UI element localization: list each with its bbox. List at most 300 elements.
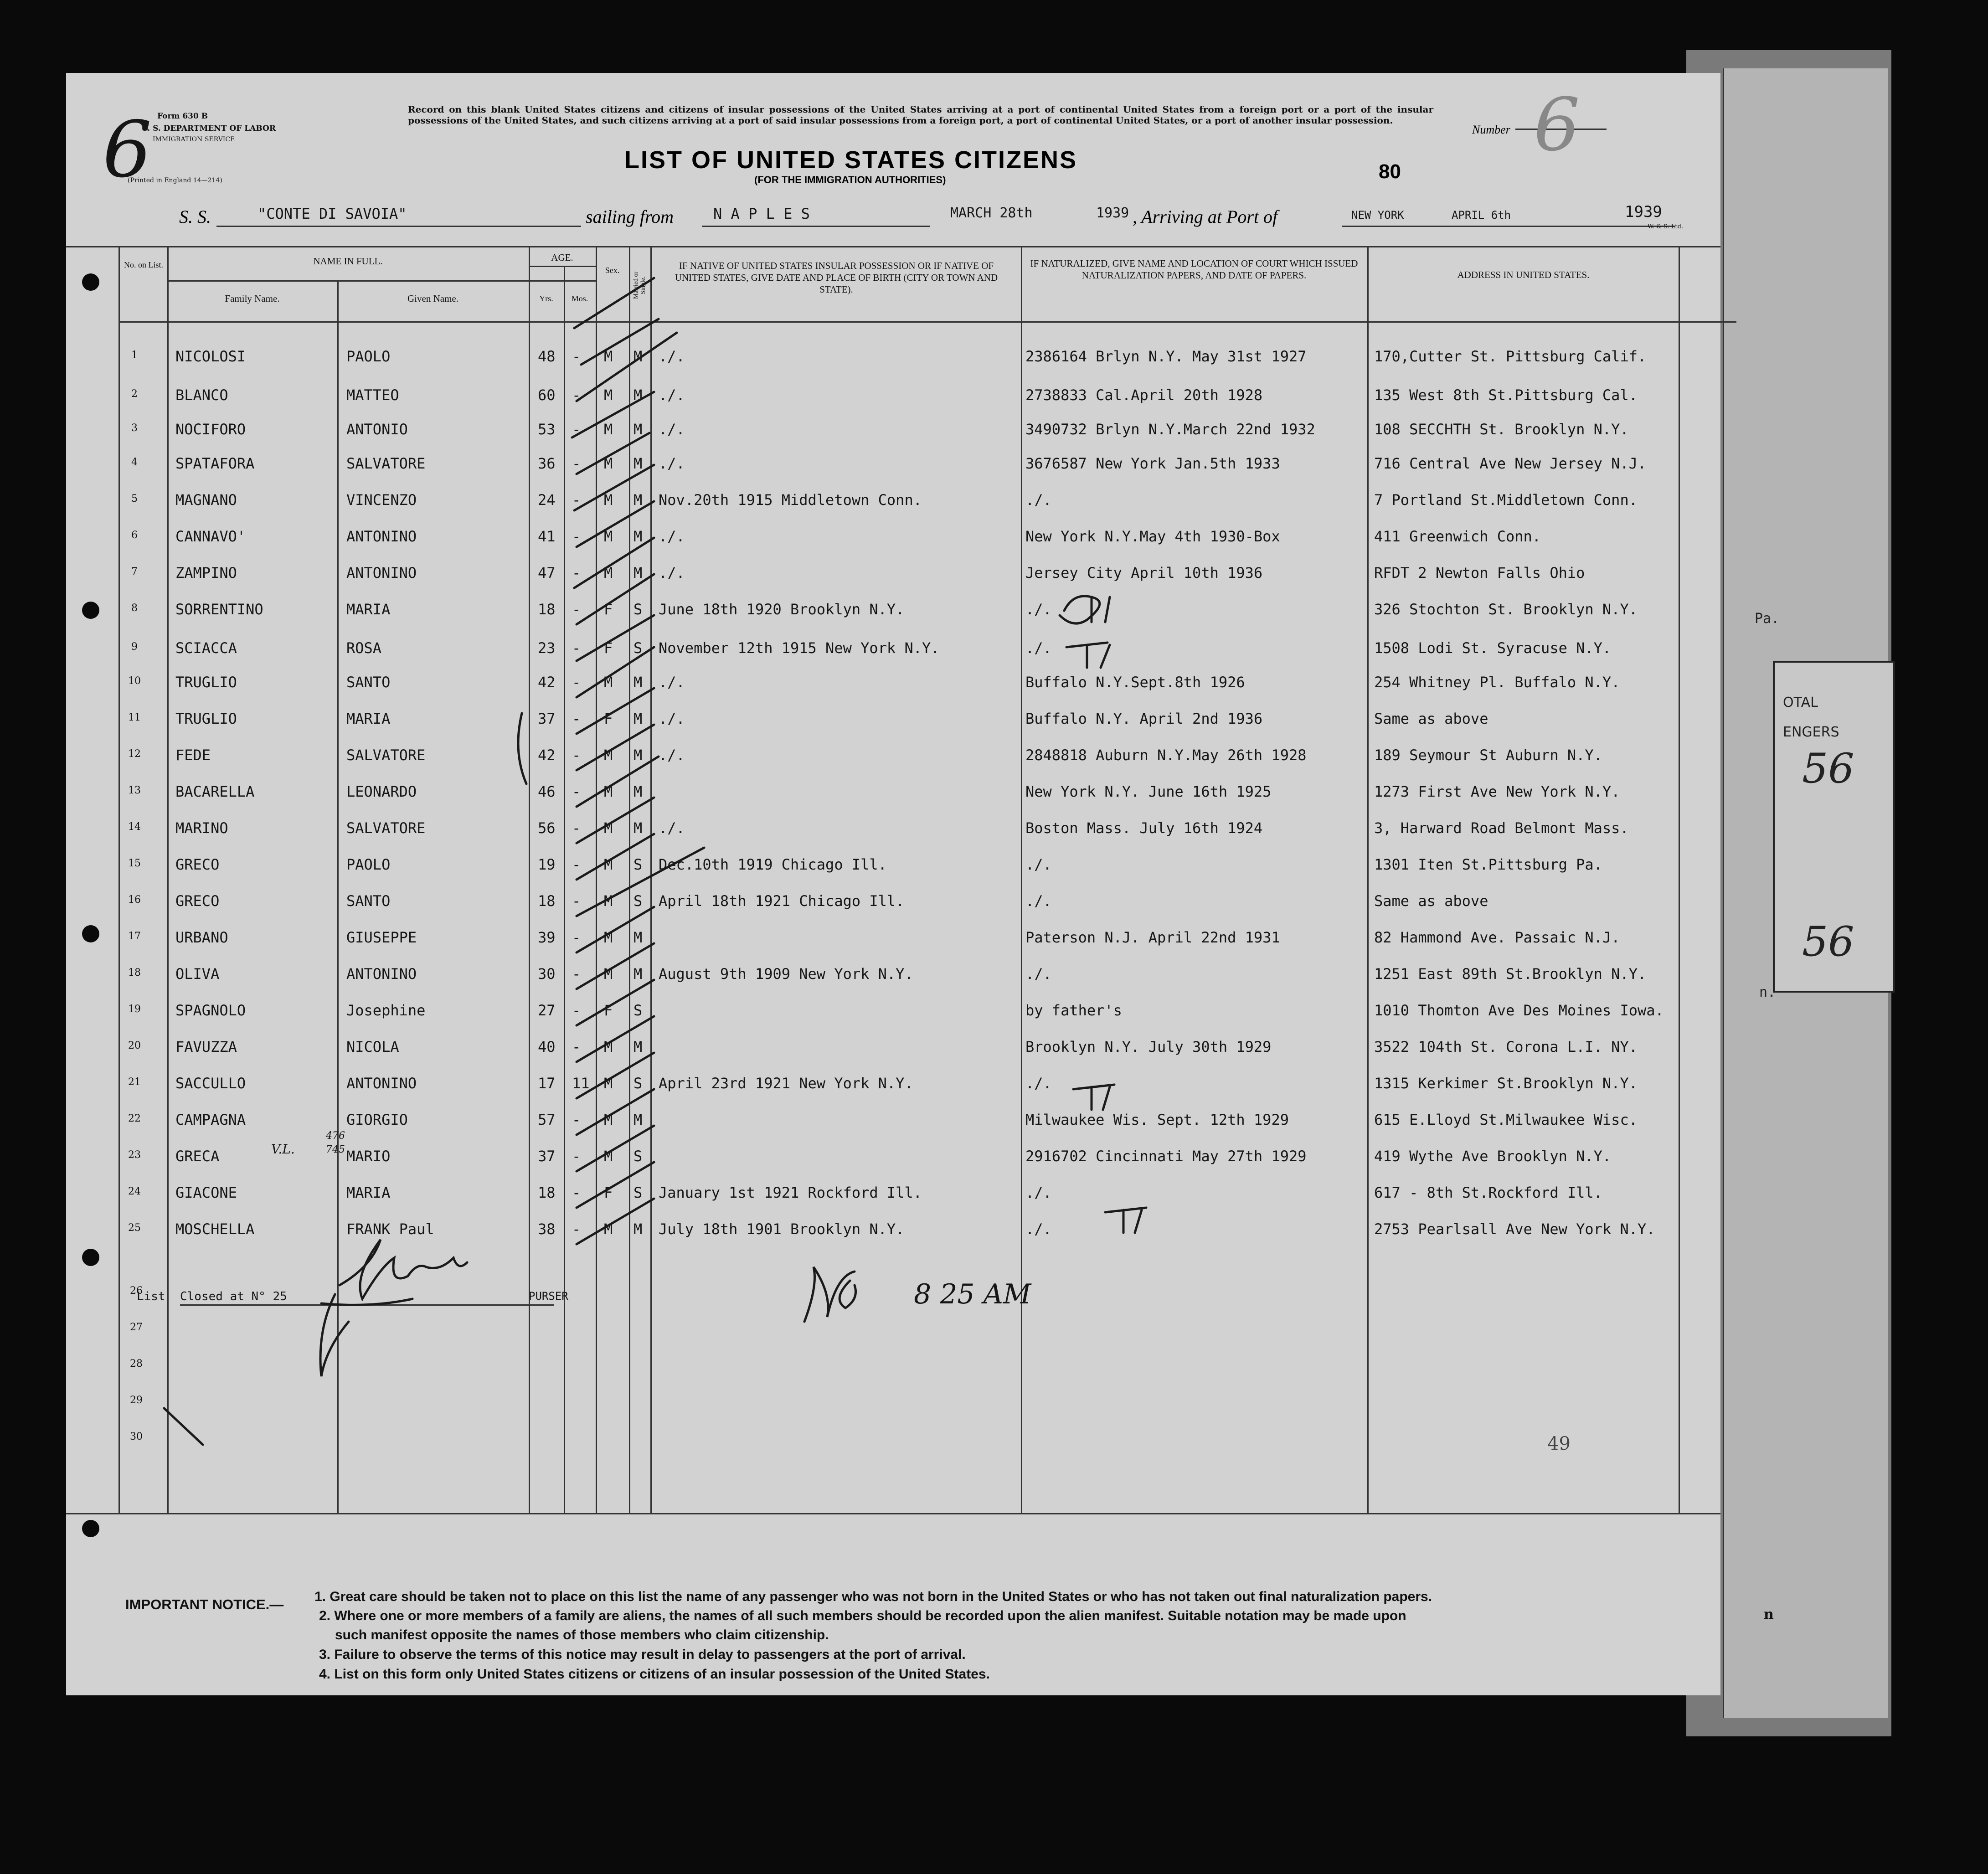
closed-text: Closed at N° 25 <box>180 1290 287 1303</box>
naturalization-info: ./. <box>1025 1220 1052 1238</box>
birth-info: ./. <box>659 348 685 365</box>
age-years: 48 <box>538 348 556 365</box>
sex: F <box>604 1002 613 1019</box>
age-years: 57 <box>538 1111 556 1128</box>
age-years: 18 <box>538 601 556 618</box>
form-number: Form 630 B <box>157 112 208 121</box>
record-note: Record on this blank United States citizens and citizens of insular possessions of the United States arriving at a port of continental United States from a foreign port or a port of the insular possessions of the United States, and such citizens arriving at a port of said insular possessions from a foreign port, a port of continental United States, or a port of another insular possession. <box>408 104 1433 126</box>
row-number: 7 <box>131 566 138 577</box>
sex: M <box>604 1111 613 1128</box>
row-number: 5 <box>131 493 138 505</box>
age-months: - <box>572 710 581 727</box>
given-name: SALVATORE <box>346 747 426 764</box>
birth-info: June 18th 1920 Brooklyn N.Y. <box>659 601 905 618</box>
marital-status: S <box>633 1184 643 1201</box>
department: U. S. DEPARTMENT OF LABOR <box>141 124 276 133</box>
row-number: 11 <box>128 712 141 723</box>
row-number: 6 <box>131 530 138 541</box>
sex: M <box>604 1038 613 1055</box>
row-number: 3 <box>131 422 138 434</box>
age-months: - <box>572 1148 581 1165</box>
naturalization-info: ./. <box>1025 892 1052 910</box>
check-mark <box>574 538 654 588</box>
sex: M <box>604 1075 613 1092</box>
age-months: - <box>572 639 581 657</box>
age-years: 40 <box>538 1038 556 1055</box>
birth-info: ./. <box>659 386 685 404</box>
birth-info: ./. <box>659 528 685 545</box>
given-name: ANTONINO <box>346 528 417 545</box>
given-name: NICOLA <box>346 1038 399 1055</box>
margin-mark: 6 <box>103 105 152 195</box>
family-name: OLIVA <box>175 965 220 983</box>
sex: M <box>604 348 613 365</box>
check-mark <box>577 943 654 989</box>
manifest-page <box>66 73 1720 1695</box>
sex: F <box>604 1184 613 1201</box>
marital-status: M <box>633 674 643 691</box>
age-months: - <box>572 528 581 545</box>
age-months: - <box>572 1220 581 1238</box>
family-name: CANNAVO' <box>175 528 246 545</box>
family-name: URBANO <box>175 929 228 946</box>
number-value: 6 <box>1534 82 1580 167</box>
us-address: 82 Hammond Ave. Passaic N.J. <box>1374 929 1620 946</box>
birth-info: November 12th 1915 New York N.Y. <box>659 639 940 657</box>
row-number: 20 <box>128 1040 141 1051</box>
us-address: 716 Central Ave New Jersey N.J. <box>1374 455 1647 472</box>
date-from: MARCH 28th <box>950 205 1033 221</box>
notice-item-4: 4. List on this form only United States citizens or citizens of an insular possession of the United States. <box>319 1667 990 1682</box>
birth-info: ./. <box>659 564 685 582</box>
family-name: GRECA <box>175 1148 220 1165</box>
row-number: 26 <box>130 1285 143 1297</box>
naturalization-info: New York N.Y.May 4th 1930-Box <box>1025 528 1280 545</box>
given-name: ANTONIO <box>346 421 408 438</box>
check-mark <box>572 392 654 438</box>
given-name: ANTONINO <box>346 564 417 582</box>
port-to: NEW YORK <box>1351 209 1404 221</box>
birth-info: ./. <box>659 710 685 727</box>
col-header-age: AGE. <box>551 252 573 263</box>
family-name: SPAGNOLO <box>175 1002 246 1019</box>
given-name: SALVATORE <box>346 455 426 472</box>
family-name: FEDE <box>175 747 211 764</box>
age-months: - <box>572 965 581 983</box>
naturalization-info: Buffalo N.Y.Sept.8th 1926 <box>1025 674 1245 691</box>
marital-status: M <box>633 710 643 727</box>
vl-ref-top: 476 <box>326 1130 345 1142</box>
col-header-address: ADDRESS IN UNITED STATES. <box>1457 269 1590 280</box>
marital-status: M <box>633 348 643 365</box>
marital-status: M <box>633 929 643 946</box>
age-years: 18 <box>538 1184 556 1201</box>
row-number: 14 <box>128 821 141 833</box>
family-name: TRUGLIO <box>175 710 237 727</box>
ship-name: "CONTE DI SAVOIA" <box>258 205 407 222</box>
age-years: 37 <box>538 1148 556 1165</box>
row-number: 18 <box>128 967 141 978</box>
age-months: - <box>572 1184 581 1201</box>
stray-mark <box>164 1408 203 1445</box>
check-mark <box>577 1053 654 1098</box>
sex: M <box>604 386 613 404</box>
row-number: 1 <box>131 350 138 361</box>
age-years: 37 <box>538 710 556 727</box>
given-name: MARIA <box>346 601 391 618</box>
col-header-given: Given Name. <box>407 293 458 304</box>
family-name: NOCIFORO <box>175 421 246 438</box>
family-name: MOSCHELLA <box>175 1220 255 1238</box>
us-address: 1508 Lodi St. Syracuse N.Y. <box>1374 639 1612 657</box>
ta-initials <box>1105 1208 1146 1233</box>
total-passengers-box <box>1773 661 1895 993</box>
us-address: 108 SECCHTH St. Brooklyn N.Y. <box>1374 421 1629 438</box>
us-address: 135 West 8th St.Pittsburg Cal. <box>1374 386 1638 404</box>
age-months: - <box>572 856 581 873</box>
us-address: 3522 104th St. Corona L.I. NY. <box>1374 1038 1638 1055</box>
marital-status: M <box>633 528 643 545</box>
service: IMMIGRATION SERVICE <box>153 136 235 143</box>
sex: M <box>604 819 613 837</box>
sex: M <box>604 528 613 545</box>
us-address: 326 Stochton St. Brooklyn N.Y. <box>1374 601 1638 618</box>
given-name: SALVATORE <box>346 819 426 837</box>
naturalization-info: 2916702 Cincinnati May 27th 1929 <box>1025 1148 1307 1165</box>
sex: F <box>604 601 613 618</box>
marital-status: M <box>633 455 643 472</box>
row-number: 25 <box>128 1222 141 1234</box>
check-mark <box>574 465 654 510</box>
number-label: Number <box>1472 123 1510 136</box>
family-name: BLANCO <box>175 386 228 404</box>
purser-label: PURSER <box>529 1290 568 1303</box>
us-address: 3, Harward Road Belmont Mass. <box>1374 819 1629 837</box>
given-name: PAOLO <box>346 856 391 873</box>
col-header-no: No. on List. <box>124 260 163 269</box>
list-label: List <box>137 1290 165 1303</box>
given-name: MATTEO <box>346 386 399 404</box>
age-months: - <box>572 348 581 365</box>
birth-info: July 18th 1901 Brooklyn N.Y. <box>659 1220 905 1238</box>
naturalization-info: Boston Mass. July 16th 1924 <box>1025 819 1263 837</box>
marital-status: M <box>633 491 643 509</box>
check-mark <box>577 1126 654 1171</box>
age-years: 36 <box>538 455 556 472</box>
marital-status: S <box>633 639 643 657</box>
naturalization-info: ./. <box>1025 491 1052 509</box>
check-mark <box>581 319 659 365</box>
marital-status: S <box>633 1075 643 1092</box>
passengers-label: ENGERS <box>1783 724 1839 740</box>
row-number: 30 <box>130 1431 143 1442</box>
us-address: 7 Portland St.Middletown Conn. <box>1374 491 1638 509</box>
document-subtitle: (FOR THE IMMIGRATION AUTHORITIES) <box>754 174 946 185</box>
time-note: 8 25 AM <box>914 1278 1031 1310</box>
age-years: 18 <box>538 892 556 910</box>
check-mark <box>577 834 654 880</box>
check-mark <box>577 1016 654 1062</box>
family-name: BACARELLA <box>175 783 255 800</box>
age-years: 41 <box>538 528 556 545</box>
age-years: 23 <box>538 639 556 657</box>
total-mark: 56 <box>1802 745 1854 793</box>
check-mark <box>577 1162 654 1208</box>
us-address: 1315 Kerkimer St.Brooklyn N.Y. <box>1374 1075 1638 1092</box>
row-number: 24 <box>128 1186 141 1197</box>
marital-status: S <box>633 601 643 618</box>
marital-status: M <box>633 386 643 404</box>
row-number: 10 <box>128 675 141 687</box>
sex: M <box>604 564 613 582</box>
check-mark <box>577 798 654 843</box>
birth-info: ./. <box>659 747 685 764</box>
check-mark <box>577 574 654 624</box>
family-name: SACCULLO <box>175 1075 246 1092</box>
check-mark <box>577 848 704 916</box>
sex: M <box>604 455 613 472</box>
naturalization-info: ./. <box>1025 601 1052 618</box>
vl-note: V.L. <box>271 1142 295 1157</box>
age-months: - <box>572 819 581 837</box>
col-header-married: Married or Single. <box>633 271 647 299</box>
birth-info: Nov.20th 1915 Middletown Conn. <box>659 491 922 509</box>
birth-info: ./. <box>659 421 685 438</box>
age-months: - <box>572 455 581 472</box>
birth-info: Dec.10th 1919 Chicago Ill. <box>659 856 887 873</box>
age-years: 56 <box>538 819 556 837</box>
given-name: FRANK Paul <box>346 1220 434 1238</box>
given-name: PAOLO <box>346 348 391 365</box>
document-title: LIST OF UNITED STATES CITIZENS <box>624 146 1077 174</box>
age-months: - <box>572 1111 581 1128</box>
us-address: 617 - 8th St.Rockford Ill. <box>1374 1184 1602 1201</box>
age-months: - <box>572 892 581 910</box>
given-name: ANTONINO <box>346 1075 417 1092</box>
family-name: ZAMPINO <box>175 564 237 582</box>
bracket-mark <box>518 713 526 784</box>
family-name: MAGNANO <box>175 491 237 509</box>
sex: M <box>604 421 613 438</box>
us-address: 254 Whitney Pl. Buffalo N.Y. <box>1374 674 1620 691</box>
birth-info: August 9th 1909 New York N.Y. <box>659 965 913 983</box>
row-number: 13 <box>128 785 141 796</box>
family-name: SCIACCA <box>175 639 237 657</box>
check-mark <box>577 688 654 734</box>
row-number: 22 <box>128 1113 141 1124</box>
naturalization-info: ./. <box>1025 1075 1052 1092</box>
family-name: TRUGLIO <box>175 674 237 691</box>
edge-text-1: Pa. <box>1755 611 1780 627</box>
marital-status: S <box>633 1148 643 1165</box>
total-mark-2: 56 <box>1802 918 1854 966</box>
notice-item-2-cont: such manifest opposite the names of those members who claim citizenship. <box>335 1627 829 1642</box>
naturalization-info: 3490732 Brlyn N.Y.March 22nd 1932 <box>1025 421 1315 438</box>
us-address: 2753 Pearlsall Ave New York N.Y. <box>1374 1220 1655 1238</box>
arriving-label: , Arriving at Port of <box>1133 206 1278 227</box>
ta-initials <box>1073 1085 1114 1110</box>
row-number: 23 <box>128 1149 141 1161</box>
us-address: 170,Cutter St. Pittsburg Calif. <box>1374 348 1647 365</box>
row-number: 21 <box>128 1076 141 1088</box>
us-address: RFDT 2 Newton Falls Ohio <box>1374 564 1585 582</box>
given-name: GIUSEPPE <box>346 929 417 946</box>
us-address: 615 E.Lloyd St.Milwaukee Wisc. <box>1374 1111 1638 1128</box>
marital-status: M <box>633 421 643 438</box>
year-to: 1939 <box>1625 203 1662 221</box>
marital-status: M <box>633 564 643 582</box>
row-number: 2 <box>131 388 138 400</box>
birth-info: ./. <box>659 674 685 691</box>
date-to: APRIL 6th <box>1452 209 1511 221</box>
marital-status: S <box>633 892 643 910</box>
check-mark <box>577 907 654 952</box>
naturalization-info: by father's <box>1025 1002 1122 1019</box>
notice-item-3: 3. Failure to observe the terms of this notice may result in delay to passengers at the port of arrival. <box>319 1647 966 1662</box>
col-header-family: Family Name. <box>225 293 280 304</box>
age-years: 39 <box>538 929 556 946</box>
age-years: 17 <box>538 1075 556 1092</box>
family-name: MARINO <box>175 819 228 837</box>
printed-note: (Printed in England 14—214) <box>128 177 222 184</box>
us-address: Same as above <box>1374 710 1488 727</box>
marital-status: M <box>633 965 643 983</box>
check-mark <box>577 501 654 547</box>
age-years: 38 <box>538 1220 556 1238</box>
sex: M <box>604 965 613 983</box>
port-from: N A P L E S <box>713 205 810 222</box>
naturalization-info: 2386164 Brlyn N.Y. May 31st 1927 <box>1025 348 1307 365</box>
us-address: 1273 First Ave New York N.Y. <box>1374 783 1620 800</box>
age-years: 53 <box>538 421 556 438</box>
given-name: LEONARDO <box>346 783 417 800</box>
age-years: 47 <box>538 564 556 582</box>
marital-status: M <box>633 1111 643 1128</box>
sex: F <box>604 639 613 657</box>
age-years: 42 <box>538 674 556 691</box>
row-number: 19 <box>128 1004 141 1015</box>
col-header-sex: Sex. <box>605 266 620 275</box>
row-number: 12 <box>128 748 141 760</box>
check-mark <box>577 1199 654 1244</box>
initials-signature <box>804 1267 856 1322</box>
given-name: ANTONINO <box>346 965 417 983</box>
sex: M <box>604 491 613 509</box>
age-months: - <box>572 747 581 764</box>
row-number: 28 <box>130 1358 143 1369</box>
marital-status: M <box>633 1220 643 1238</box>
sex: M <box>604 674 613 691</box>
check-mark <box>577 433 649 474</box>
age-years: 46 <box>538 783 556 800</box>
check-mark <box>574 278 654 328</box>
row-number: 4 <box>131 457 138 468</box>
marital-status: M <box>633 819 643 837</box>
us-address: 419 Wythe Ave Brooklyn N.Y. <box>1374 1148 1612 1165</box>
age-months: - <box>572 929 581 946</box>
purser-signature <box>320 1240 467 1376</box>
given-name: MARIA <box>346 1184 391 1201</box>
marital-status: M <box>633 783 643 800</box>
row-number: 15 <box>128 858 141 869</box>
naturalization-info: ./. <box>1025 1184 1052 1201</box>
printer-mark: W. & S. Ltd. <box>1648 223 1684 230</box>
given-name: SANTO <box>346 674 391 691</box>
age-months: - <box>572 601 581 618</box>
given-name: Josephine <box>346 1002 426 1019</box>
family-name: GRECO <box>175 892 220 910</box>
notice-item-2: 2. Where one or more members of a family are aliens, the names of all such members should be recorded upon the alien manifest. Suitable notation may be made upon <box>319 1608 1406 1623</box>
family-name: NICOLOSI <box>175 348 246 365</box>
row-number: 9 <box>131 641 138 653</box>
naturalization-info: ./. <box>1025 856 1052 873</box>
family-name: GIACONE <box>175 1184 237 1201</box>
age-years: 60 <box>538 386 556 404</box>
naturalization-info: 2848818 Auburn N.Y.May 26th 1928 <box>1025 747 1307 764</box>
age-years: 19 <box>538 856 556 873</box>
check-mark <box>577 725 654 770</box>
age-years: 27 <box>538 1002 556 1019</box>
notice-item-1: 1. Great care should be taken not to place on this list the name of any passenger who was not born in the United States or who has not taken out final naturalization papers. <box>314 1589 1432 1604</box>
naturalization-info: Paterson N.J. April 22nd 1931 <box>1025 929 1280 946</box>
vl-ref-bottom: 745 <box>326 1144 345 1155</box>
sex: M <box>604 747 613 764</box>
age-months: - <box>572 783 581 800</box>
stamp-number: 80 <box>1379 160 1401 183</box>
row-number: 27 <box>130 1322 143 1333</box>
edge-text-3: n <box>1764 1606 1774 1622</box>
given-name: ROSA <box>346 639 382 657</box>
given-name: MARIA <box>346 710 391 727</box>
col-header-mos: Mos. <box>571 294 588 303</box>
age-months: - <box>572 386 581 404</box>
row-number: 29 <box>130 1395 143 1406</box>
age-months: - <box>572 564 581 582</box>
birth-info: April 18th 1921 Chicago Ill. <box>659 892 905 910</box>
check-mark <box>577 333 677 401</box>
naturalization-info: ./. <box>1025 639 1052 657</box>
ta-initials <box>1066 643 1110 668</box>
total-label: OTAL <box>1783 695 1818 710</box>
age-months: - <box>572 421 581 438</box>
naturalization-info: Buffalo N.Y. April 2nd 1936 <box>1025 710 1263 727</box>
col-header-yrs: Yrs. <box>539 294 553 303</box>
row-number: 8 <box>131 602 138 614</box>
age-years: 30 <box>538 965 556 983</box>
sex: F <box>604 710 613 727</box>
ss-label: S. S. <box>179 206 211 227</box>
us-address: 1251 East 89th St.Brooklyn N.Y. <box>1374 965 1647 983</box>
col-header-name: NAME IN FULL. <box>313 256 383 267</box>
us-address: 1301 Iten St.Pittsburg Pa. <box>1374 856 1602 873</box>
age-months: - <box>572 674 581 691</box>
us-address: 189 Seymour St Auburn N.Y. <box>1374 747 1602 764</box>
family-name: SPATAFORA <box>175 455 255 472</box>
ta-initials <box>1060 596 1110 623</box>
given-name: SANTO <box>346 892 391 910</box>
given-name: GIORGIO <box>346 1111 408 1128</box>
col-header-naturalized: IF NATURALIZED, GIVE NAME AND LOCATION OF COURT WHICH ISSUED NATURALIZATION PAPERS, AND DATE OF PAPERS. <box>1030 258 1358 281</box>
naturalization-info: ./. <box>1025 965 1052 983</box>
age-years: 24 <box>538 491 556 509</box>
us-address: 411 Greenwich Conn. <box>1374 528 1541 545</box>
sheet-number: 49 <box>1547 1433 1571 1454</box>
edge-text-2: n. <box>1759 984 1776 1000</box>
year-from: 1939 <box>1096 205 1129 221</box>
sex: M <box>604 783 613 800</box>
family-name: CAMPAGNA <box>175 1111 246 1128</box>
us-address: 1010 Thomton Ave Des Moines Iowa. <box>1374 1002 1664 1019</box>
